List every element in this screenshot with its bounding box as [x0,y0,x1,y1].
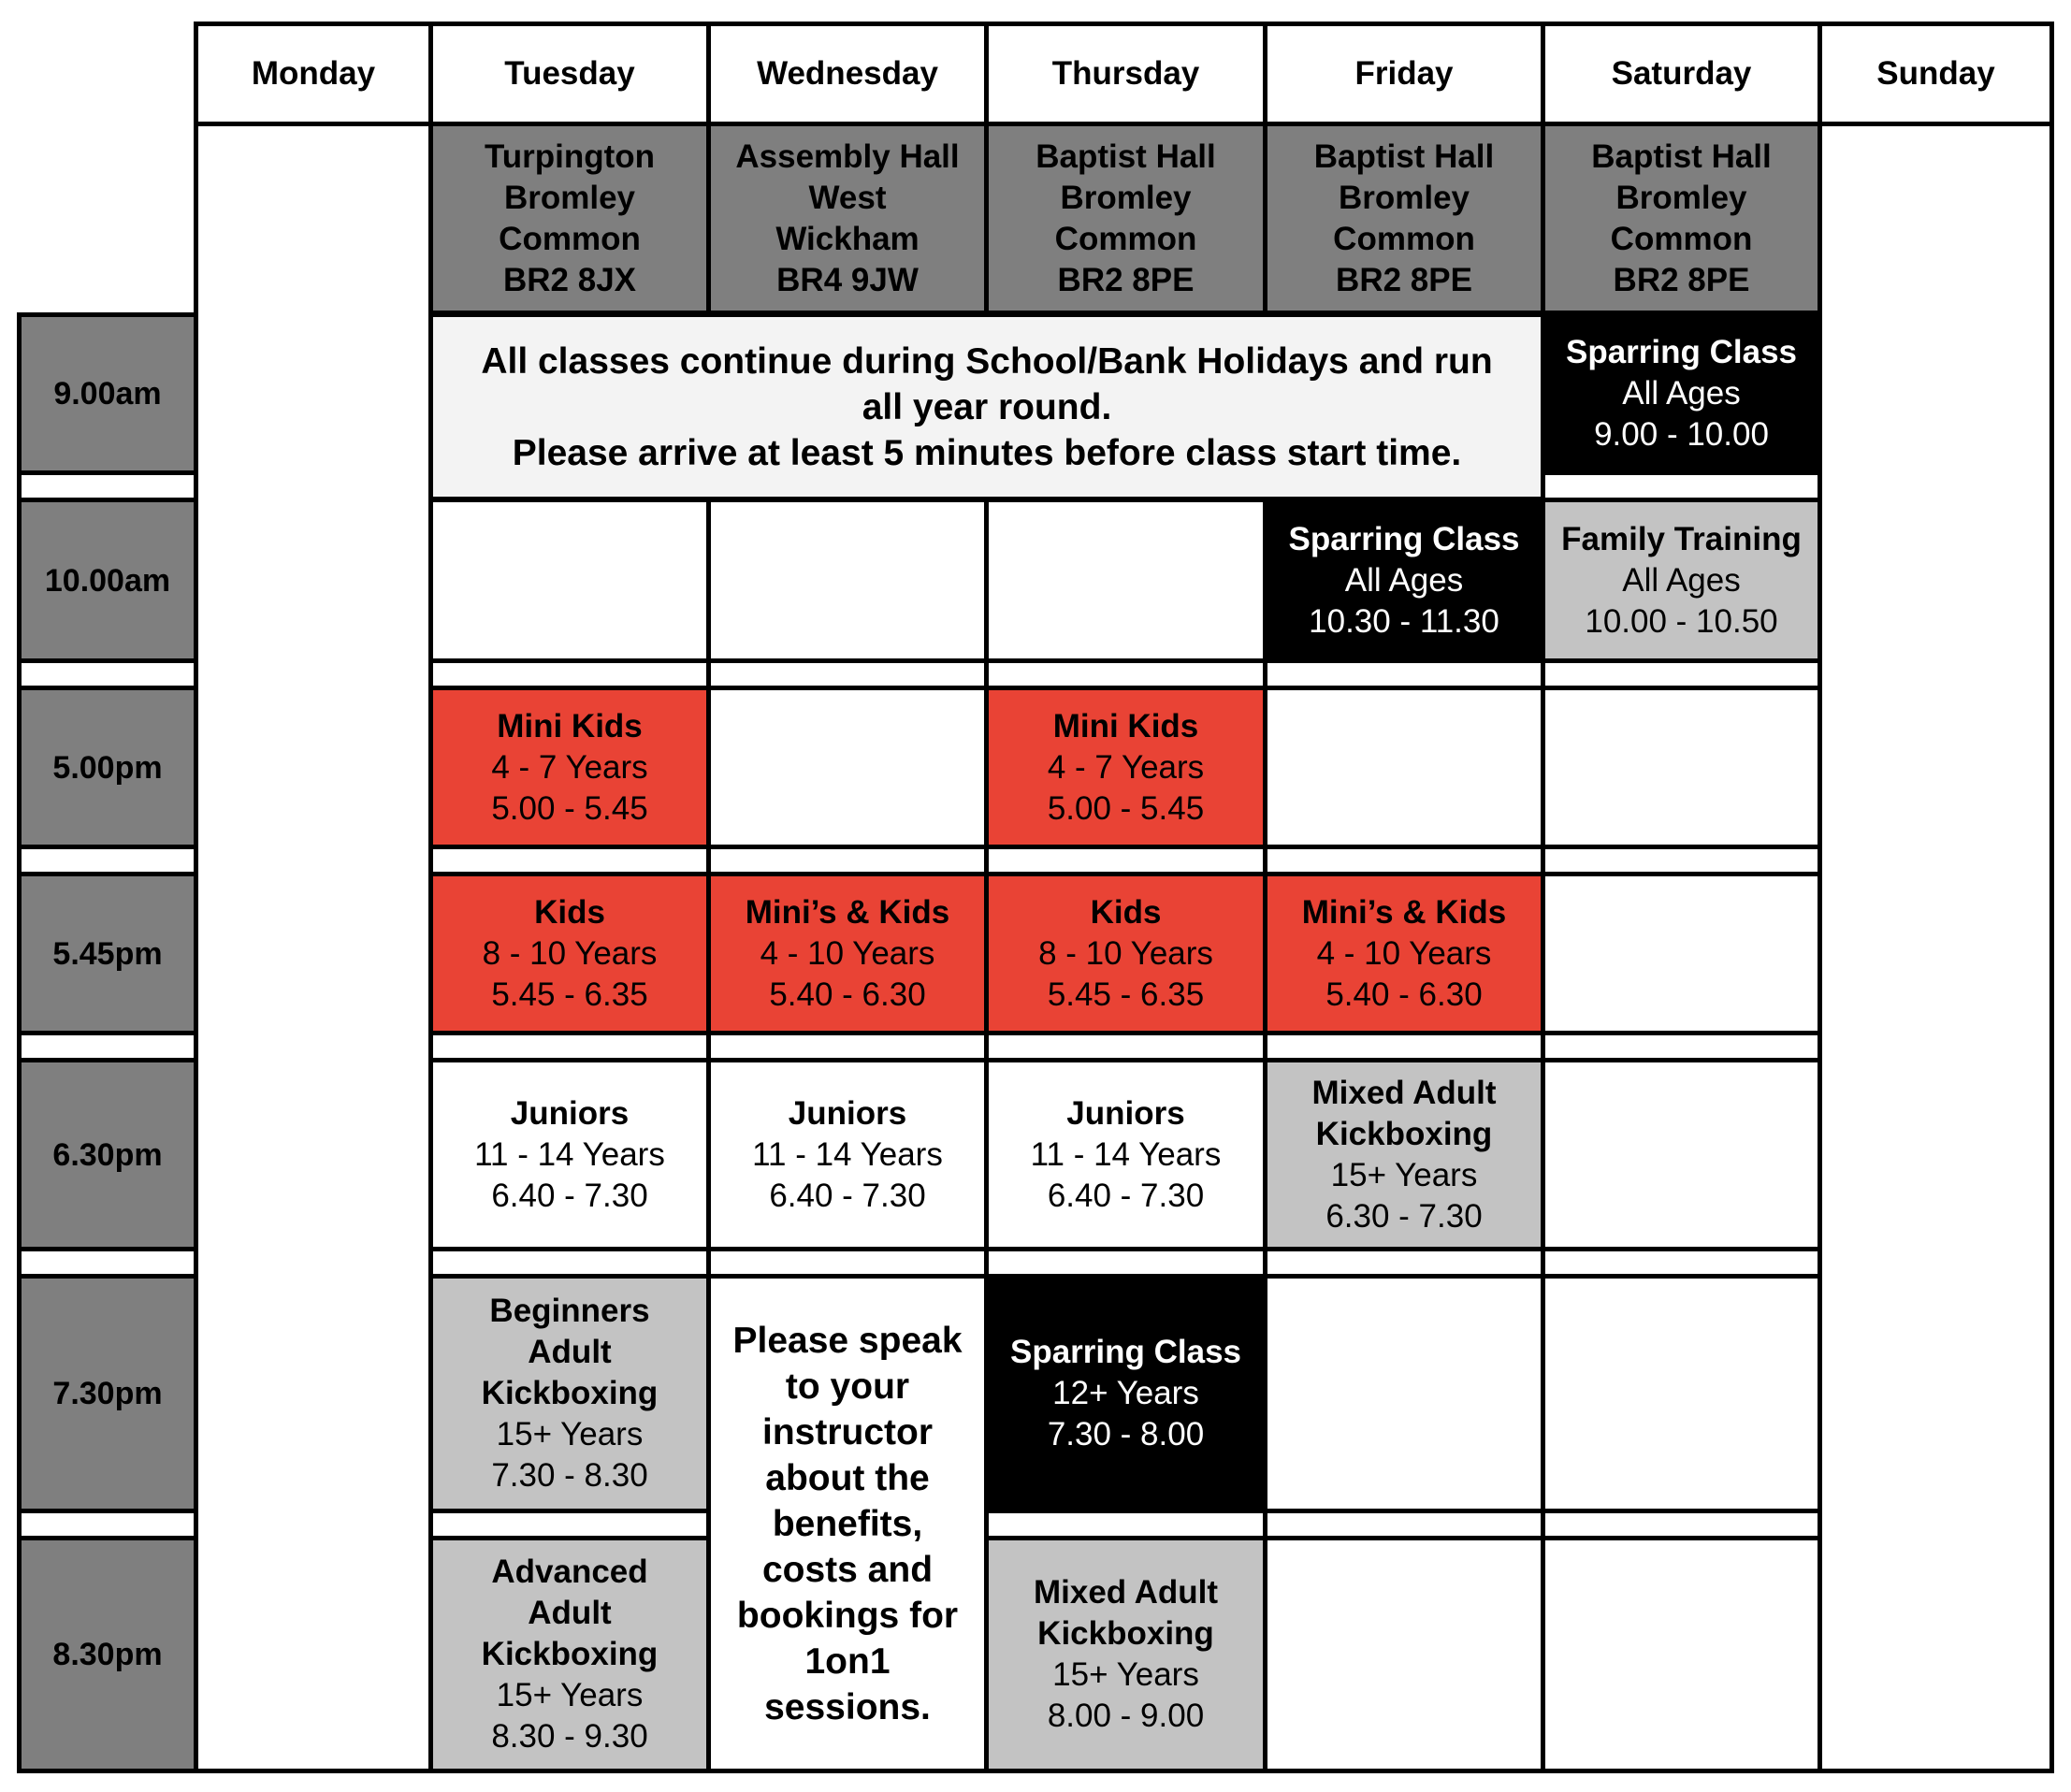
promo-line: Please speak [732,1320,963,1361]
location-line: Bromley [1060,179,1192,216]
class-time: 5.00 - 5.45 [491,789,648,827]
class-thu-sparring-730 [984,1274,1267,1513]
time-900am [17,312,198,475]
class-fri-sparring-1030 [1263,498,1545,663]
empty-slot [1541,686,1822,849]
class-ages: 11 - 14 Years [474,1135,665,1173]
promo-line: sessions. [764,1686,931,1727]
location-postcode: BR4 9JW [776,261,919,298]
class-ages: 4 - 7 Years [491,748,648,786]
class-sat-family-training [1541,498,1822,663]
class-name: Juniors [788,1094,907,1132]
time-label: 9.00am [53,376,162,412]
location-tuesday [428,122,711,315]
location-postcode: BR2 8PE [1336,261,1472,298]
class-time: 5.40 - 6.30 [1325,975,1483,1013]
class-name: Mini Kids [1052,707,1199,744]
location-saturday [1541,122,1822,315]
class-tue-beginners-adult [428,1274,711,1513]
location-line: Common [499,220,641,257]
class-name: Kickboxing [1315,1115,1493,1152]
holiday-notice [428,312,1545,501]
day-label: Wednesday [757,55,938,92]
class-name: Mini’s & Kids [745,893,950,931]
class-name: Mixed Adult [1033,1574,1219,1611]
class-time: 5.40 - 6.30 [769,975,926,1013]
class-ages: 11 - 14 Years [1030,1135,1222,1173]
promo-line: to your [785,1366,910,1407]
empty-slot [1263,1274,1545,1513]
class-sat-sparring-900 [1541,312,1822,475]
location-line: Baptist Hall [1313,137,1495,175]
class-ages: 15+ Years [496,1416,644,1452]
empty-slot [1541,1058,1822,1251]
location-line: Common [1610,220,1753,257]
location-postcode: BR2 8PE [1613,261,1750,298]
empty-slot [1263,686,1545,849]
day-header-sunday [1818,22,2054,126]
class-tue-juniors [428,1058,711,1251]
class-name: Adult [528,1334,612,1370]
class-name: Mixed Adult [1311,1074,1497,1111]
class-name: Beginners [489,1293,650,1329]
class-ages: All Ages [1622,375,1741,412]
day-header-saturday [1541,22,1822,126]
class-fri-minis-kids [1263,872,1545,1035]
class-name: Kickboxing [481,1636,659,1672]
class-name: Kickboxing [481,1375,659,1411]
empty-slot [706,686,989,849]
class-time: 9.00 - 10.00 [1594,416,1769,453]
location-line: Baptist Hall [1036,137,1216,175]
location-thursday [984,122,1267,315]
location-line: Common [1054,220,1197,257]
class-name: Juniors [510,1094,630,1132]
class-name: Sparring Class [1565,334,1798,370]
time-630pm [17,1058,198,1251]
location-line: Turpington [484,137,656,175]
day-label: Thursday [1051,55,1200,92]
class-time: 5.45 - 6.35 [1047,975,1205,1013]
class-tue-mini-kids [428,686,711,849]
empty-slot [1541,1536,1822,1773]
time-label: 6.30pm [52,1136,163,1173]
location-line: Bromley [503,179,636,216]
time-label: 7.30pm [52,1376,163,1411]
empty-slot [1263,1536,1545,1773]
class-time: 7.30 - 8.00 [1047,1416,1205,1452]
notice-line: all year round. [862,386,1112,427]
class-time: 10.30 - 11.30 [1309,602,1499,640]
day-header-tuesday [428,22,711,126]
class-name: Advanced [491,1554,648,1590]
location-line: Bromley [1615,179,1747,216]
class-name: Juniors [1066,1094,1185,1132]
class-ages: 4 - 7 Years [1047,748,1205,786]
location-line: Common [1333,220,1475,257]
class-name: Adult [528,1595,612,1631]
class-time: 6.40 - 7.30 [769,1177,926,1214]
class-time: 6.40 - 7.30 [491,1177,648,1214]
day-label: Tuesday [504,55,635,92]
class-fri-mixed-adult [1263,1058,1545,1251]
time-label: 8.30pm [52,1637,163,1672]
class-wed-minis-kids [706,872,989,1035]
day-label: Sunday [1876,55,1995,92]
class-name: Kickboxing [1037,1615,1214,1652]
location-line: Bromley [1338,179,1470,216]
empty-slot [1541,1274,1822,1513]
promo-line: costs and [761,1549,934,1590]
class-name: Mini’s & Kids [1301,893,1507,931]
day-header-thursday [984,22,1267,126]
empty-slot [984,498,1267,663]
promo-line: instructor [761,1411,933,1452]
class-name: Sparring Class [1009,1334,1242,1370]
class-time: 10.00 - 10.50 [1585,602,1778,640]
promo-line: 1on1 [804,1640,891,1682]
class-tue-kids [428,872,711,1035]
class-time: 6.30 - 7.30 [1325,1197,1483,1235]
class-name: Mini Kids [497,707,643,744]
class-time: 7.30 - 8.30 [491,1457,648,1494]
class-name: Kids [1090,893,1162,931]
promo-line: bookings for [736,1595,959,1636]
time-545pm [17,872,198,1035]
time-label: 5.45pm [52,935,163,972]
class-ages: 15+ Years [496,1677,644,1713]
class-ages: 12+ Years [1052,1375,1199,1411]
class-ages: 8 - 10 Years [482,934,658,972]
class-thu-mini-kids [984,686,1267,849]
location-line: Wickham [775,220,920,257]
class-time: 5.45 - 6.35 [491,975,648,1013]
class-name: Sparring Class [1288,520,1520,557]
promo-line: about the [765,1457,930,1498]
class-time: 6.40 - 7.30 [1047,1177,1205,1214]
time-500pm [17,686,198,849]
time-730pm [17,1274,198,1513]
time-830pm [17,1536,198,1773]
empty-slot [706,498,989,663]
location-line: Assembly Hall [735,137,960,175]
class-name: Kids [534,893,605,931]
class-time: 8.00 - 9.00 [1047,1698,1205,1734]
class-ages: 11 - 14 Years [752,1135,943,1173]
time-label: 10.00am [44,562,171,599]
day-header-monday [194,22,433,126]
notice-line: Please arrive at least 5 minutes before class start time. [512,432,1462,473]
day-label: Saturday [1611,55,1752,92]
class-thu-juniors [984,1058,1267,1251]
location-wednesday [706,122,989,315]
class-ages: 4 - 10 Years [1316,934,1492,972]
one-on-one-promo [706,1274,989,1773]
class-ages: All Ages [1344,561,1464,599]
class-wed-juniors [706,1058,989,1251]
class-ages: All Ages [1622,561,1741,599]
empty-slot [1541,872,1822,1035]
time-label: 5.00pm [52,749,163,786]
notice-line: All classes continue during School/Bank Holidays and run [481,340,1493,382]
class-name: Family Training [1561,520,1802,557]
day-header-friday [1263,22,1545,126]
class-tue-advanced-adult [428,1536,711,1773]
day-label: Friday [1354,55,1454,92]
class-time: 5.00 - 5.45 [1047,789,1205,827]
sunday-column [1818,122,2054,1773]
promo-line: benefits, [772,1503,923,1544]
class-ages: 15+ Years [1330,1156,1478,1193]
location-postcode: BR2 8PE [1057,261,1195,298]
location-postcode: BR2 8JX [502,261,637,298]
class-ages: 4 - 10 Years [760,934,935,972]
class-thu-mixed-adult [984,1536,1267,1773]
empty-slot [428,498,711,663]
monday-column [194,122,433,1773]
class-time: 8.30 - 9.30 [491,1718,648,1755]
location-friday [1263,122,1545,315]
day-header-wednesday [706,22,989,126]
time-1000am [17,498,198,663]
class-thu-kids [984,872,1267,1035]
class-ages: 8 - 10 Years [1038,934,1213,972]
location-line: West [808,179,887,216]
day-label: Monday [251,55,376,92]
class-ages: 15+ Years [1052,1656,1199,1693]
location-line: Baptist Hall [1591,137,1772,175]
